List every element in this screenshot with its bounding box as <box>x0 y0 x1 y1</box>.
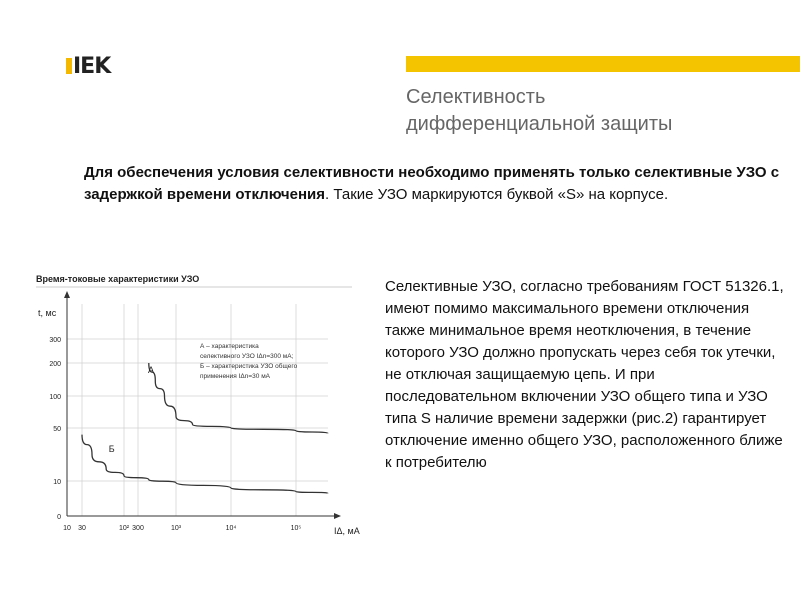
slide-title <box>406 84 672 138</box>
title-line-1: Селективность <box>406 86 546 108</box>
x-tick-label: 30 <box>78 525 86 532</box>
chart-title: Время-токовые характеристики УЗО <box>36 274 200 284</box>
lead-normal: . Такие УЗО маркируются буквой «S» на корпусе. <box>325 186 669 203</box>
x-axis-arrow <box>334 513 341 519</box>
y-tick-label: 50 <box>53 426 61 433</box>
legend-line: применения IΔn=30 мА <box>200 373 270 380</box>
y-tick-label: 300 <box>49 337 61 344</box>
x-tick-label: 10² <box>118 525 130 532</box>
lead-paragraph <box>84 162 784 206</box>
iek-logo: IEK <box>66 54 110 79</box>
time-current-chart <box>32 268 372 540</box>
x-tick-label: 10 <box>63 525 71 532</box>
y-axis-label: t, мс <box>38 308 57 318</box>
x-tick-label: 10⁵ <box>290 525 302 532</box>
curve-label-b: Б <box>108 443 115 454</box>
y-tick-label: 200 <box>49 361 61 368</box>
lead-bold: Для обеспечения условия селективности необходимо применять только селективные УЗО с задержкой времени отключения <box>84 164 780 203</box>
curve-b <box>82 435 328 494</box>
curve-label-a: А <box>148 364 155 375</box>
legend-line: селективного УЗО IΔn=300 мА; <box>200 353 294 360</box>
title-line-2: дифференциальной защиты <box>406 113 673 135</box>
y-tick-label: 10 <box>53 479 61 486</box>
x-tick-label: 10⁴ <box>225 525 237 532</box>
description-paragraph: Селективные УЗО, согласно требованиям ГОСТ 51326.1, имеют помимо максимального времени отключения также минимальное время неотключения, в течение которого УЗО должно пропускать через себя ток утечки, не отключая защищаемую цепь. И при последовательном включении УЗО общего типа и УЗО типа S наличие времени задержки (рис.2) гарантирует отключение именно общего УЗО, расположенного ближе к потребителю <box>385 278 784 471</box>
y-tick-label: 100 <box>49 394 61 401</box>
legend-line: А – характеристика <box>200 343 259 350</box>
x-tick-label: 300 <box>132 525 144 532</box>
x-axis-label: IΔ, мА <box>334 526 360 536</box>
chart-legend <box>200 343 298 380</box>
y-axis-arrow <box>64 291 70 298</box>
legend-line: Б – характеристика УЗО общего <box>200 363 298 370</box>
x-tick-label: 10³ <box>170 525 182 532</box>
chart-grid <box>67 304 328 516</box>
y-tick-label: 0 <box>57 514 61 521</box>
accent-bar <box>406 56 800 72</box>
